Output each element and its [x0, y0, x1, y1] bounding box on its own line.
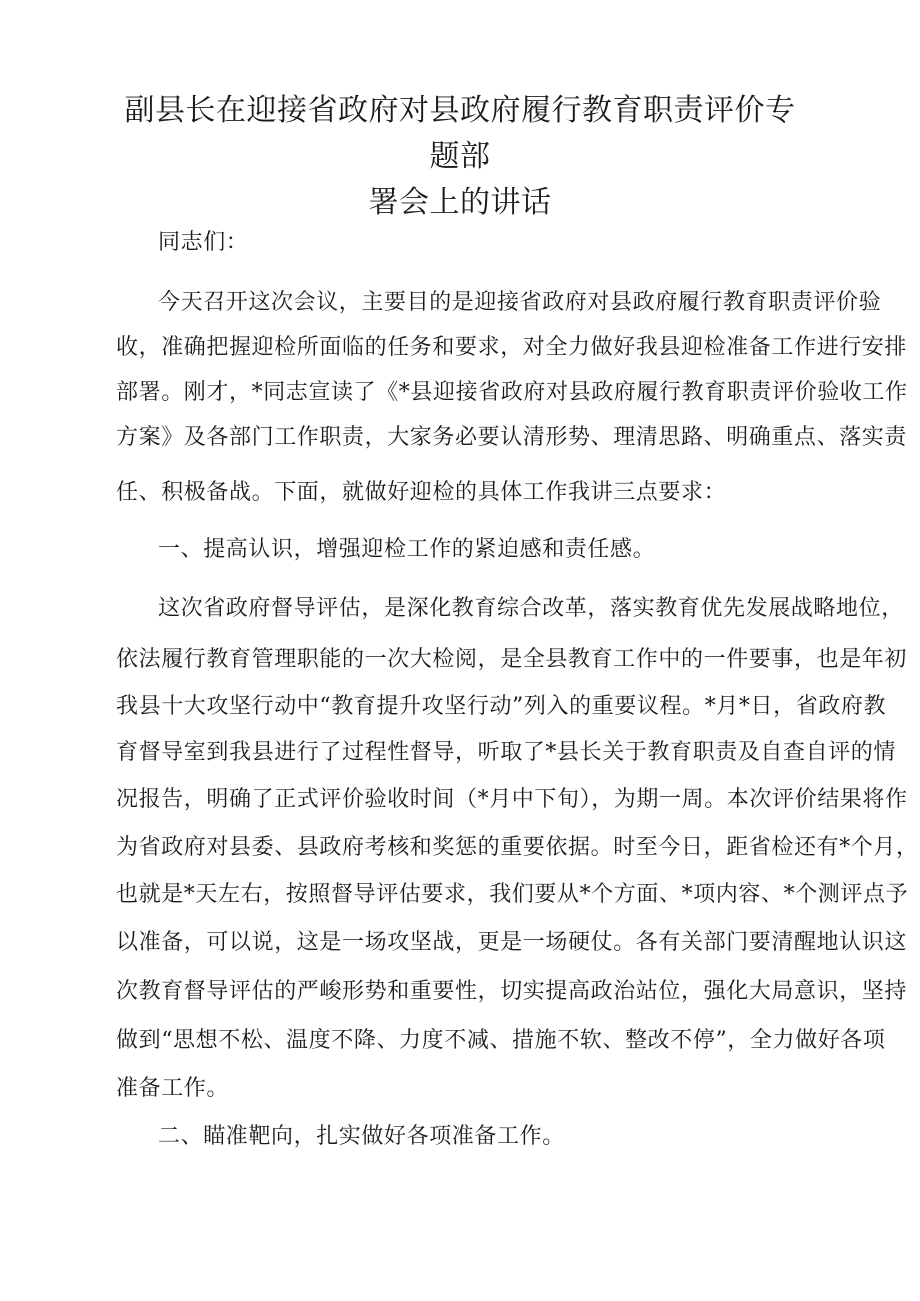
- section-heading-1: 一、提高认识，增强迎检工作的紧迫感和责任感。: [158, 537, 656, 562]
- paragraph-1-line-1: 今天召开这次会议，主要目的是迎接省政府对县政府履行教育职责评价验: [158, 290, 882, 315]
- title-line-2: 署会上的讲话: [368, 185, 552, 220]
- paragraph-2-line-10: 做到“思想不松、温度不降、力度不减、措施不软、整改不停”，全力做好各项: [116, 1028, 886, 1053]
- paragraph-2-line-2: 依法履行教育管理职能的一次大检阅，是全县教育工作中的一件要事，也是年初: [116, 647, 908, 672]
- paragraph-1-line-4: 方案》及各部门工作职责，大家务必要认清形势、理清思路、明确重点、落实责: [116, 425, 908, 450]
- paragraph-2-line-7: 也就是*天左右，按照督导评估要求，我们要从*个方面、*项内容、*个测评点予: [116, 882, 909, 907]
- paragraph-2-line-8: 以准备，可以说，这是一场攻坚战，更是一场硬仗。各有关部门要清醒地认识这: [116, 930, 908, 955]
- paragraph-2-line-5: 况报告，明确了正式评价验收时间（*月中下旬），为期一周。本次评价结果将作: [116, 787, 908, 812]
- greeting: 同志们：: [158, 230, 249, 255]
- paragraph-1-line-5: 任、积极备战。下面，就做好迎检的具体工作我讲三点要求：: [116, 480, 727, 505]
- paragraph-2-line-4: 育督导室到我县进行了过程性督导，听取了*县长关于教育职责及自查自评的情: [116, 740, 897, 765]
- paragraph-2-line-9: 次教育督导评估的严峻形势和重要性，切实提高政治站位，强化大局意识，坚持: [116, 979, 908, 1004]
- paragraph-2-line-11: 准备工作。: [116, 1076, 230, 1101]
- document-title: [110, 88, 810, 226]
- paragraph-2-line-1: 这次省政府督导评估，是深化教育综合改革，落实教育优先发展战略地位，: [158, 596, 904, 621]
- paragraph-2-line-6: 为省政府对县委、县政府考核和奖惩的重要依据。时至今日，距省检还有*个月，: [116, 835, 919, 860]
- title-line-1: 副县长在迎接省政府对县政府履行教育职责评价专题部: [124, 93, 796, 174]
- paragraph-1-line-3: 部署。刚才，*同志宣读了《*县迎接省政府对县政府履行教育职责评价验收工作: [116, 380, 908, 405]
- paragraph-1-line-2: 收，准确把握迎检所面临的任务和要求，对全力做好我县迎检准备工作进行安排: [116, 335, 908, 360]
- paragraph-2-line-3: 我县十大攻坚行动中“教育提升攻坚行动”列入的重要议程。*月*日，省政府教: [116, 694, 887, 719]
- section-heading-2: 二、瞄准靶向，扎实做好各项准备工作。: [158, 1124, 565, 1149]
